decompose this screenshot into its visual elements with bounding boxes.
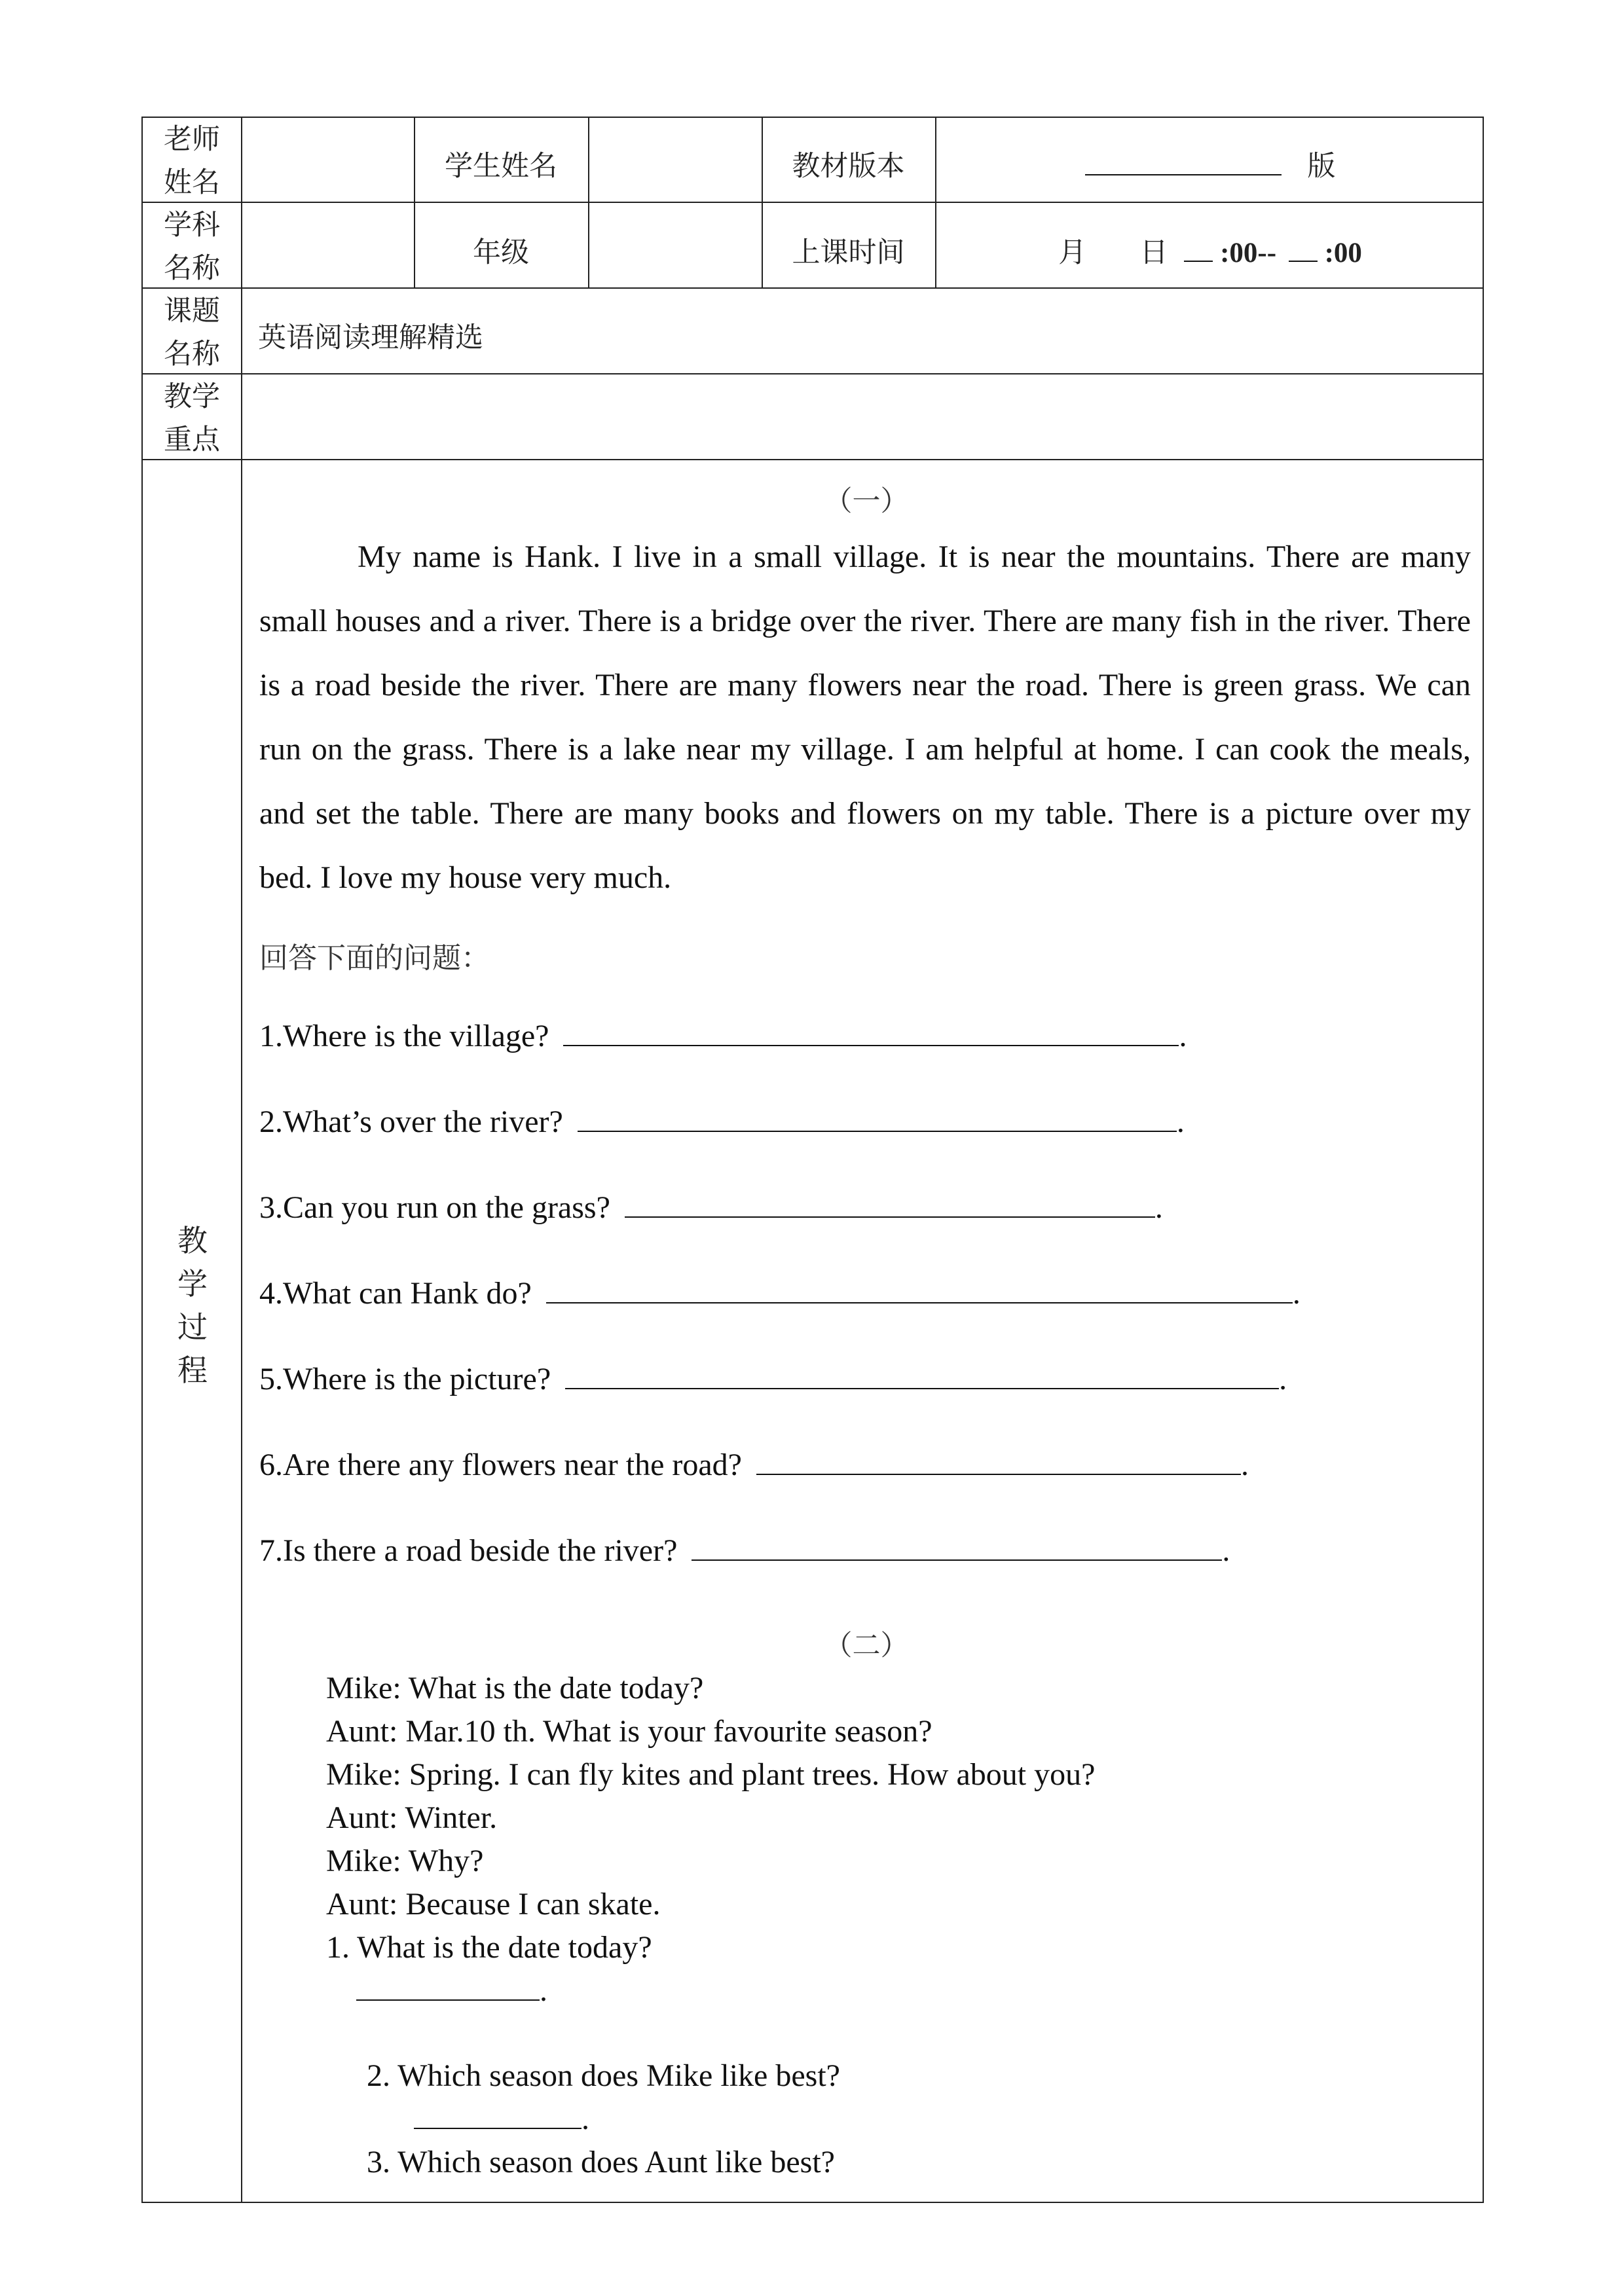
dialogue-question: 3. Which season does Aunt like best? bbox=[367, 2145, 835, 2179]
textbook-label: 教材版本 bbox=[792, 150, 905, 183]
focus-label bbox=[143, 375, 241, 462]
time-end: :00 bbox=[1324, 238, 1362, 268]
start-hour-blank[interactable] bbox=[1184, 236, 1213, 262]
label-line: 老师 bbox=[164, 123, 220, 156]
class-time-field[interactable] bbox=[935, 230, 1485, 270]
subject-label bbox=[143, 204, 241, 290]
textbook-blank[interactable] bbox=[1085, 145, 1282, 175]
label-line: 姓名 bbox=[164, 166, 220, 199]
instruction-text: 回答下面的问题： bbox=[259, 941, 490, 975]
focus-field[interactable] bbox=[241, 373, 1485, 459]
question-item: 4.What can Hank do? . bbox=[259, 1276, 1301, 1311]
process-label bbox=[143, 1219, 242, 1392]
answer-blank[interactable] bbox=[546, 1276, 1293, 1303]
label-char: 过 bbox=[177, 1309, 208, 1345]
dialogue-question: 2. Which season does Mike like best? bbox=[367, 2058, 840, 2093]
dialogue-question: 1. What is the date today? bbox=[326, 1930, 652, 1965]
dialogue-line: Aunt: Winter. bbox=[326, 1800, 498, 1835]
grade-field[interactable] bbox=[588, 204, 762, 287]
label-line: 教学 bbox=[164, 380, 220, 413]
teacher-name-field[interactable] bbox=[241, 118, 414, 202]
topic-value: 英语阅读理解精选 bbox=[258, 321, 483, 354]
end-hour-blank[interactable] bbox=[1289, 236, 1318, 262]
answer-blank[interactable] bbox=[414, 2102, 581, 2129]
topic-label bbox=[143, 289, 241, 376]
dialogue-line: Mike: What is the date today? bbox=[326, 1671, 704, 1705]
row-divider bbox=[143, 459, 1483, 460]
textbook-suffix: 版 bbox=[1307, 150, 1336, 183]
label-line: 学科 bbox=[164, 209, 220, 242]
grade-label: 年级 bbox=[473, 236, 529, 269]
row-divider bbox=[143, 287, 1483, 289]
question-text: 3.Can you run on the grass? bbox=[259, 1190, 610, 1225]
time-start: :00-- bbox=[1220, 238, 1277, 268]
day-label: 日 bbox=[1139, 236, 1168, 269]
question-item: 2.What’s over the river? . bbox=[259, 1104, 1185, 1139]
answer-blank[interactable] bbox=[578, 1104, 1177, 1132]
section-two-marker: （二） bbox=[824, 1630, 909, 1662]
dialogue-line: Aunt: Because I can skate. bbox=[326, 1887, 661, 1922]
section-one-marker: （一） bbox=[824, 485, 909, 518]
question-text: 4.What can Hank do? bbox=[259, 1276, 532, 1311]
answer-blank[interactable] bbox=[565, 1362, 1279, 1389]
label-line: 名称 bbox=[164, 252, 220, 285]
class-time-label: 上课时间 bbox=[792, 236, 905, 269]
label-char: 教 bbox=[177, 1223, 208, 1258]
textbook-field[interactable] bbox=[935, 144, 1485, 184]
answer-blank[interactable] bbox=[625, 1190, 1155, 1218]
question-text: 1.Where is the village? bbox=[259, 1019, 549, 1053]
question-item: 1.Where is the village? . bbox=[259, 1019, 1187, 1053]
dialogue-line: Aunt: Mar.10 th. What is your favourite season? bbox=[326, 1714, 932, 1749]
question-text: 6.Are there any flowers near the road? bbox=[259, 1448, 742, 1482]
label-line: 课题 bbox=[164, 295, 220, 327]
question-item: 5.Where is the picture? . bbox=[259, 1362, 1287, 1396]
question-item: 3.Can you run on the grass? . bbox=[259, 1190, 1163, 1225]
dialogue-line: Mike: Spring. I can fly kites and plant trees. How about you? bbox=[326, 1757, 1096, 1792]
teacher-name-label bbox=[143, 118, 241, 204]
label-char: 程 bbox=[177, 1353, 208, 1388]
answer-blank[interactable] bbox=[756, 1448, 1241, 1475]
label-line: 名称 bbox=[164, 338, 220, 371]
label-line: 重点 bbox=[164, 424, 220, 456]
subject-field[interactable] bbox=[241, 204, 414, 287]
month-label: 月 bbox=[1058, 236, 1087, 269]
dialogue-answer: . bbox=[356, 1969, 547, 2013]
answer-blank[interactable] bbox=[692, 1533, 1222, 1561]
answer-blank[interactable] bbox=[563, 1019, 1179, 1046]
dialogue-answer: . bbox=[414, 2098, 589, 2141]
student-name-label: 学生姓名 bbox=[445, 150, 557, 183]
dialogue-line: Mike: Why? bbox=[326, 1844, 484, 1878]
lesson-plan-table bbox=[141, 117, 1484, 2203]
question-item: 7.Is there a road beside the river? . bbox=[259, 1533, 1230, 1568]
row-divider bbox=[143, 202, 1483, 203]
reading-passage: My name is Hank. I live in a small village. It is near the mountains. There are many small houses and a river. There is a bridge over the river. There are many fish in the river. There is a road beside the river. There are many flowers near the road. There is green grass. We can run on the grass. There is a lake near my village. I am helpful at home. I can cook the meals, and set the table. There are many books and flowers on my table. There is a picture over my bed. I love my house very much. bbox=[259, 539, 1471, 895]
question-text: 5.Where is the picture? bbox=[259, 1362, 551, 1396]
question-text: 2.What’s over the river? bbox=[259, 1104, 563, 1139]
label-char: 学 bbox=[177, 1266, 208, 1302]
student-name-field[interactable] bbox=[588, 118, 762, 202]
answer-blank[interactable] bbox=[356, 1973, 540, 2001]
question-text: 7.Is there a road beside the river? bbox=[259, 1533, 678, 1568]
question-item: 6.Are there any flowers near the road? . bbox=[259, 1448, 1249, 1482]
